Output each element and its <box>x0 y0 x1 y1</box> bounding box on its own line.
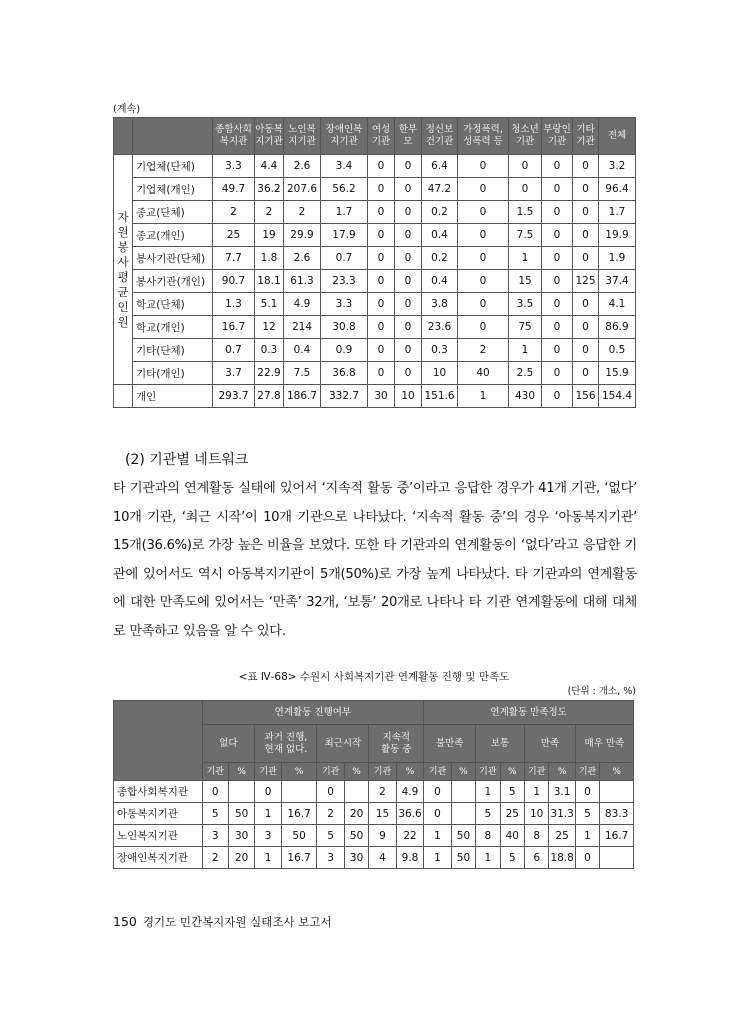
row-label: 기업체(개인) <box>133 178 213 201</box>
unit-header: % <box>600 763 634 781</box>
table-cell: 0.7 <box>321 247 368 270</box>
table-cell: 0 <box>458 316 509 339</box>
table-cell: 0 <box>368 339 395 362</box>
table-cell: 293.7 <box>213 385 255 408</box>
table-cell: 0 <box>458 293 509 316</box>
sub-header: 불만족 <box>424 725 476 763</box>
column-header: 종합사회 복지관 <box>213 118 255 155</box>
table-cell: 0.3 <box>422 339 458 362</box>
table-cell: 1 <box>255 803 281 825</box>
table-cell: 3 <box>317 847 344 869</box>
table-cell: 0 <box>573 155 599 178</box>
table-cell: 7.5 <box>284 362 321 385</box>
table-row <box>114 270 636 293</box>
table-cell: 1 <box>509 339 542 362</box>
column-header: 여성 기관 <box>368 118 395 155</box>
table-cell: 0 <box>395 224 422 247</box>
table-cell <box>228 781 254 803</box>
table-cell: 6 <box>524 847 548 869</box>
table-row <box>114 247 636 270</box>
unit-header: 기관 <box>524 763 548 781</box>
table-cell: 6.4 <box>422 155 458 178</box>
table-cell: 0.9 <box>321 339 368 362</box>
column-header: 장애인복 지기관 <box>321 118 368 155</box>
table-cell: 0.7 <box>213 339 255 362</box>
unit-header: 기관 <box>255 763 281 781</box>
volunteer-table <box>113 117 636 408</box>
table-cell: 37.4 <box>599 270 636 293</box>
table-cell: 61.3 <box>284 270 321 293</box>
table-row <box>114 803 634 825</box>
row-label: 기업체(단체) <box>133 155 213 178</box>
table-cell: 20 <box>228 847 254 869</box>
row-label: 장애인복지기관 <box>114 847 203 869</box>
table-cell: 0 <box>395 339 422 362</box>
column-header: 기타 기관 <box>573 118 599 155</box>
table-cell: 0 <box>368 362 395 385</box>
table-cell: 0 <box>542 362 573 385</box>
table-cell: 1.5 <box>509 201 542 224</box>
table-cell: 1 <box>476 847 500 869</box>
table-cell: 154.4 <box>599 385 636 408</box>
table-caption: <표 Ⅳ-68> 수원시 사회복지기관 연계활동 진행 및 만족도 <box>238 671 510 683</box>
table-cell: 0 <box>573 224 599 247</box>
table-cell: 3 <box>255 825 281 847</box>
table-cell: 90.7 <box>213 270 255 293</box>
table-cell: 5.1 <box>255 293 284 316</box>
table-cell: 0 <box>368 201 395 224</box>
table-cell: 0 <box>368 224 395 247</box>
page-footer <box>113 914 332 930</box>
unit-header: % <box>228 763 254 781</box>
table-cell: 0 <box>458 247 509 270</box>
table-cell: 3.8 <box>422 293 458 316</box>
table-cell: 9.8 <box>396 847 424 869</box>
table-cell: 1 <box>509 247 542 270</box>
table-cell: 5 <box>317 825 344 847</box>
table-cell: 0 <box>255 781 281 803</box>
table-cell: 0.4 <box>422 224 458 247</box>
table-unit: (단위 : 개소, %) <box>567 686 636 697</box>
table-cell: 0 <box>575 781 599 803</box>
table-cell: 186.7 <box>284 385 321 408</box>
table-cell: 1.8 <box>255 247 284 270</box>
table-cell: 0 <box>458 201 509 224</box>
sub-header: 과거 진행, 현재 없다. <box>255 725 317 763</box>
table-cell: 19 <box>255 224 284 247</box>
table-cell: 0 <box>395 270 422 293</box>
table-cell: 0 <box>368 178 395 201</box>
header-group-progress: 연계활동 진행여부 <box>202 701 424 725</box>
table-cell: 0 <box>573 201 599 224</box>
table-cell: 0 <box>542 293 573 316</box>
table-cell: 0.5 <box>599 339 636 362</box>
table-cell: 96.4 <box>599 178 636 201</box>
table-cell: 5 <box>500 781 524 803</box>
table-cell: 2 <box>202 847 228 869</box>
table-row <box>114 316 636 339</box>
column-header: 정신보 건기관 <box>422 118 458 155</box>
table-cell: 17.9 <box>321 224 368 247</box>
header-blank <box>114 118 133 155</box>
table-row <box>114 293 636 316</box>
table-cell: 50 <box>451 847 475 869</box>
header-group-satisfaction: 연계활동 만족정도 <box>424 701 634 725</box>
table-header-row <box>114 118 636 155</box>
table-cell: 1 <box>575 825 599 847</box>
table-cell: 0 <box>458 178 509 201</box>
table-cell: 0 <box>368 293 395 316</box>
table-cell: 0 <box>542 316 573 339</box>
table-cell: 2 <box>317 803 344 825</box>
table-cell: 30.8 <box>321 316 368 339</box>
table-row <box>114 224 636 247</box>
table-cell: 0 <box>202 781 228 803</box>
table-cell: 0 <box>368 270 395 293</box>
table-row <box>114 781 634 803</box>
table-cell: 10 <box>422 362 458 385</box>
table-cell: 0 <box>458 224 509 247</box>
table-cell: 0 <box>573 247 599 270</box>
table-cell: 18.8 <box>549 847 575 869</box>
table-cell <box>451 781 475 803</box>
table-cell: 0 <box>368 316 395 339</box>
table-row <box>114 339 636 362</box>
table-cell: 47.2 <box>422 178 458 201</box>
table-cell: 214 <box>284 316 321 339</box>
table-cell: 36.2 <box>255 178 284 201</box>
table-cell: 0 <box>542 339 573 362</box>
table-cell: 5 <box>202 803 228 825</box>
table-cell: 1 <box>424 847 451 869</box>
table-cell: 0 <box>573 339 599 362</box>
unit-header: % <box>281 763 317 781</box>
table-row <box>114 385 636 408</box>
table-cell: 3 <box>202 825 228 847</box>
table-cell: 0 <box>395 316 422 339</box>
unit-header: 기관 <box>369 763 396 781</box>
table-cell: 16.7 <box>281 847 317 869</box>
sub-header: 지속적 활동 중 <box>369 725 424 763</box>
table-cell: 0.4 <box>422 270 458 293</box>
table-cell: 0 <box>542 247 573 270</box>
table-cell: 2 <box>284 201 321 224</box>
sub-header: 없다 <box>202 725 255 763</box>
table-cell: 2.5 <box>509 362 542 385</box>
table-cell: 0 <box>509 178 542 201</box>
table-cell: 0 <box>542 155 573 178</box>
table-cell: 15 <box>369 803 396 825</box>
table-row <box>114 178 636 201</box>
row-label: 학교(개인) <box>133 316 213 339</box>
sub-header: 보통 <box>476 725 525 763</box>
row-category: 자원봉사평균인원 <box>114 155 133 385</box>
unit-header: % <box>451 763 475 781</box>
table-cell: 15.9 <box>599 362 636 385</box>
table-cell <box>600 847 634 869</box>
table-cell: 0 <box>395 178 422 201</box>
table-cell: 1.9 <box>599 247 636 270</box>
column-header: 전체 <box>599 118 636 155</box>
table-cell: 2 <box>369 781 396 803</box>
section-heading: (2) 기관별 네트워크 <box>125 452 249 468</box>
table-cell: 0 <box>424 781 451 803</box>
header-blank <box>114 701 203 781</box>
table-cell: 0 <box>458 155 509 178</box>
table-cell: 36.8 <box>321 362 368 385</box>
column-header: 부랑인 기관 <box>542 118 573 155</box>
table-cell: 20 <box>344 803 368 825</box>
table-row <box>114 201 636 224</box>
column-header: 아동복 지기관 <box>255 118 284 155</box>
table-cell: 1.3 <box>213 293 255 316</box>
table-cell: 40 <box>458 362 509 385</box>
table-cell: 49.7 <box>213 178 255 201</box>
table-cell: 0 <box>317 781 344 803</box>
table-cell: 0 <box>509 155 542 178</box>
column-header: 청소년 기관 <box>509 118 542 155</box>
table-cell: 7.5 <box>509 224 542 247</box>
table-row <box>114 155 636 178</box>
table-cell: 4.9 <box>284 293 321 316</box>
table-cell: 1 <box>524 781 548 803</box>
body-paragraph: 타 기관과의 연계활동 실태에 있어서 ‘지속적 활동 중’이라고 응답한 경우가 41개 기관, ‘없다’ 10개 기관, ‘최근 시작’이 10개 기관으로 나타났다. ‘지속적 활동 중’의 경우 ‘아동복지기관’ 15개(36.6%)로 가장 높은 비율을 보였다. 또한 타 기관과의 연계활동이 ‘없다’라고 응답한 기관에 있어서도 역시 아동복지기관이 5개(50%)로 가장 높게 나타났다. 타 기관과의 연계활동에 대한 만족도에 있어서는 ‘만족’ 32개, ‘보통’ 20개로 나타나 타 기관 연계활동에 대해 대체로 만족하고 있음을 알 수 있다. <box>113 481 637 639</box>
row-label: 봉사기관(단체) <box>133 247 213 270</box>
table-cell: 4.4 <box>255 155 284 178</box>
table-cell: 0 <box>542 201 573 224</box>
unit-header: 기관 <box>317 763 344 781</box>
column-header: 가정폭력, 성폭력 등 <box>458 118 509 155</box>
table-cell: 1.7 <box>321 201 368 224</box>
table-cell: 0.2 <box>422 201 458 224</box>
table-cell: 31.3 <box>549 803 575 825</box>
table-cell: 8 <box>476 825 500 847</box>
header-blank <box>133 118 213 155</box>
table-cell: 0 <box>458 270 509 293</box>
row-label: 아동복지기관 <box>114 803 203 825</box>
table-cell: 40 <box>500 825 524 847</box>
header-row-1 <box>114 701 634 725</box>
row-label: 종교(개인) <box>133 224 213 247</box>
table-cell: 1.7 <box>599 201 636 224</box>
table-cell: 30 <box>228 825 254 847</box>
unit-header: % <box>500 763 524 781</box>
table-cell: 25 <box>549 825 575 847</box>
unit-header: % <box>549 763 575 781</box>
table-cell: 3.5 <box>509 293 542 316</box>
table-cell: 10 <box>395 385 422 408</box>
table-cell: 0 <box>395 247 422 270</box>
table-cell: 30 <box>344 847 368 869</box>
table-cell: 3.3 <box>321 293 368 316</box>
table-cell: 0 <box>573 178 599 201</box>
table-cell: 0 <box>542 385 573 408</box>
table-cell: 25 <box>500 803 524 825</box>
table-row <box>114 362 636 385</box>
row-label: 봉사기관(개인) <box>133 270 213 293</box>
unit-header: % <box>344 763 368 781</box>
unit-header: 기관 <box>476 763 500 781</box>
table-cell: 29.9 <box>284 224 321 247</box>
table-cell <box>451 803 475 825</box>
table-row <box>114 847 634 869</box>
table-cell: 0 <box>573 293 599 316</box>
table-cell: 1 <box>476 781 500 803</box>
table-cell: 50 <box>451 825 475 847</box>
table-cell: 0.2 <box>422 247 458 270</box>
column-header: 한부모 <box>395 118 422 155</box>
table-cell: 151.6 <box>422 385 458 408</box>
row-label: 기타(개인) <box>133 362 213 385</box>
row-label: 종교(단체) <box>133 201 213 224</box>
table-cell: 156 <box>573 385 599 408</box>
table-cell: 19.9 <box>599 224 636 247</box>
table-cell: 2.6 <box>284 247 321 270</box>
table-cell: 15 <box>509 270 542 293</box>
table-cell: 207.6 <box>284 178 321 201</box>
table-cell <box>344 781 368 803</box>
table-cell: 0 <box>573 316 599 339</box>
table-cell: 2 <box>255 201 284 224</box>
table-cell: 1 <box>458 385 509 408</box>
table-cell: 75 <box>509 316 542 339</box>
table-cell: 2 <box>213 201 255 224</box>
table-cell: 18.1 <box>255 270 284 293</box>
table-cell: 0 <box>368 155 395 178</box>
table-cell: 0.4 <box>284 339 321 362</box>
table-cell: 1 <box>424 825 451 847</box>
table-cell: 3.7 <box>213 362 255 385</box>
table-cell: 0 <box>395 201 422 224</box>
unit-header: % <box>396 763 424 781</box>
table-cell: 23.6 <box>422 316 458 339</box>
column-header: 노인복 지기관 <box>284 118 321 155</box>
table-cell: 0 <box>424 803 451 825</box>
row-label: 종합사회복지관 <box>114 781 203 803</box>
table-cell: 25 <box>213 224 255 247</box>
table-cell <box>281 781 317 803</box>
row-label: 기타(단체) <box>133 339 213 362</box>
table-cell: 125 <box>573 270 599 293</box>
table-cell: 4 <box>369 847 396 869</box>
table-cell: 2 <box>458 339 509 362</box>
table-cell: 3.3 <box>213 155 255 178</box>
unit-header: 기관 <box>424 763 451 781</box>
table-cell: 4.1 <box>599 293 636 316</box>
table-cell: 5 <box>476 803 500 825</box>
table-cell <box>600 781 634 803</box>
table-cell: 50 <box>228 803 254 825</box>
row-label: 개인 <box>133 385 213 408</box>
table-cell: 4.9 <box>396 781 424 803</box>
table-cell: 16.7 <box>213 316 255 339</box>
table-cell: 332.7 <box>321 385 368 408</box>
table-cell: 50 <box>344 825 368 847</box>
table-cell: 86.9 <box>599 316 636 339</box>
table-cell: 9 <box>369 825 396 847</box>
row-blank <box>114 385 133 408</box>
page-number: 150 <box>113 914 137 929</box>
table-cell: 0 <box>395 362 422 385</box>
report-title: 경기도 민간복지자원 실태조사 보고서 <box>142 915 332 929</box>
table-row <box>114 825 634 847</box>
table-cell: 3.4 <box>321 155 368 178</box>
table-cell: 16.7 <box>281 803 317 825</box>
table-cell: 22 <box>396 825 424 847</box>
table-cell: 0.3 <box>255 339 284 362</box>
table-cell: 8 <box>524 825 548 847</box>
network-table <box>113 700 634 869</box>
table-cell: 10 <box>524 803 548 825</box>
table-cell: 12 <box>255 316 284 339</box>
row-label: 학교(단체) <box>133 293 213 316</box>
sub-header: 매우 만족 <box>575 725 633 763</box>
table-cell: 27.8 <box>255 385 284 408</box>
table-cell: 50 <box>281 825 317 847</box>
table-cell: 56.2 <box>321 178 368 201</box>
table-cell: 3.2 <box>599 155 636 178</box>
table-cell: 5 <box>500 847 524 869</box>
table-cell: 0 <box>575 847 599 869</box>
table-cell: 0 <box>542 178 573 201</box>
table-cell: 0 <box>542 270 573 293</box>
table-cell: 1 <box>255 847 281 869</box>
unit-header: 기관 <box>575 763 599 781</box>
table-cell: 23.3 <box>321 270 368 293</box>
table-cell: 7.7 <box>213 247 255 270</box>
table-cell: 83.3 <box>600 803 634 825</box>
table-cell: 0 <box>368 247 395 270</box>
table-cell: 16.7 <box>600 825 634 847</box>
sub-header: 최근시작 <box>317 725 369 763</box>
row-label: 노인복지기관 <box>114 825 203 847</box>
table-cell: 0 <box>542 224 573 247</box>
table-cell: 3.1 <box>549 781 575 803</box>
table-cell: 30 <box>368 385 395 408</box>
table-cell: 0 <box>395 155 422 178</box>
table-cell: 430 <box>509 385 542 408</box>
table-cell: 2.6 <box>284 155 321 178</box>
unit-header: 기관 <box>202 763 228 781</box>
table-cell: 0 <box>395 293 422 316</box>
table-cell: 5 <box>575 803 599 825</box>
sub-header: 만족 <box>524 725 575 763</box>
table-cell: 36.6 <box>396 803 424 825</box>
table-cell: 22.9 <box>255 362 284 385</box>
continued-label: (계속) <box>113 104 141 115</box>
table-cell: 0 <box>573 362 599 385</box>
